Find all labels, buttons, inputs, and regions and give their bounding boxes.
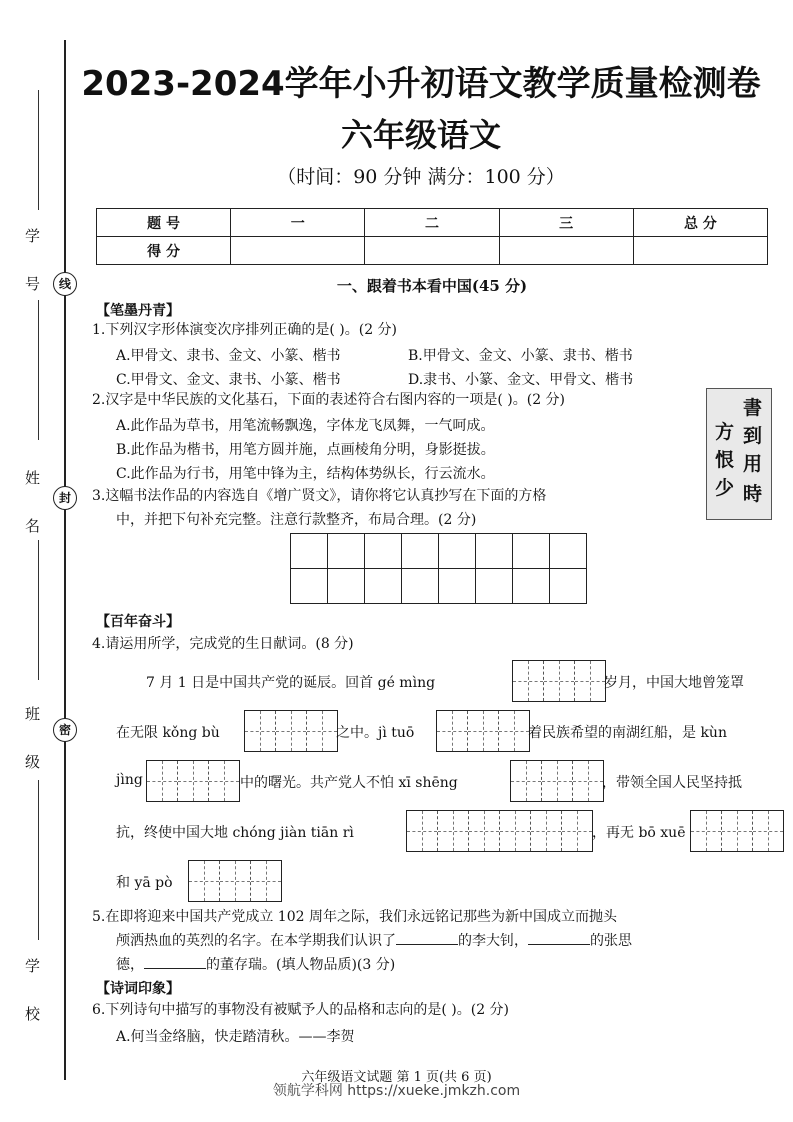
pinyin-answer-box[interactable] <box>510 760 604 802</box>
side-name-label: 姓 名 <box>23 470 41 547</box>
exam-info: （时间：90 分钟 满分：100 分） <box>277 166 565 188</box>
q4-text: 在无限 kǒng bù <box>116 725 220 741</box>
watermark: 领航学科网 https://xueke.jmkzh.com <box>272 1083 521 1099</box>
score-header-cell: 总 分 <box>633 209 767 237</box>
q5-text: 的张思 <box>590 933 632 949</box>
score-header-cell: 题 号 <box>97 209 231 237</box>
side-school-label: 学 校 <box>23 958 41 1035</box>
exam-title: 2023-2024学年小升初语文教学质量检测卷 <box>81 64 761 104</box>
side-rule <box>38 540 39 680</box>
q4-text: 中的曙光。共产党人不怕 xī shēng <box>240 775 458 791</box>
score-cell[interactable] <box>231 237 365 265</box>
part-heading-bainian: 【百年奋斗】 <box>96 614 180 630</box>
side-rule <box>38 90 39 210</box>
q5-text: 的李大钊， <box>458 933 528 949</box>
q5-blank[interactable] <box>144 954 206 969</box>
question-1: 1.下列汉字形体演变次序排列正确的是( )。(2 分) <box>92 322 398 338</box>
side-class-label: 班 级 <box>23 706 41 783</box>
score-row-label: 得 分 <box>97 237 231 265</box>
score-cell[interactable] <box>499 237 633 265</box>
q5-blank[interactable] <box>396 930 458 945</box>
calligraphy-image <box>706 388 772 520</box>
question-5-line1: 5.在即将迎来中国共产党成立 102 周年之际，我们永远铭记那些为新中国成立而抛头 <box>92 909 617 925</box>
q1-option-a[interactable]: A.甲骨文、隶书、金文、小篆、楷书 <box>116 348 341 364</box>
question-3-line1: 3.这幅书法作品的内容选自《增广贤文》，请你将它认真抄写在下面的方格 <box>92 488 547 504</box>
q4-text: 抗，终使中国大地 chóng jiàn tiān rì <box>116 825 354 841</box>
part-heading-shici: 【诗词印象】 <box>96 981 180 997</box>
q4-text: ，带领全国人民坚持抵 <box>602 775 742 791</box>
calli-char: 到 <box>743 425 763 447</box>
side-student-id-label: 学 号 <box>23 228 41 305</box>
side-rule <box>38 780 39 940</box>
q1-option-c[interactable]: C.甲骨文、金文、隶书、小篆、楷书 <box>116 372 341 388</box>
calli-char: 時 <box>743 483 763 505</box>
seal-circle-feng: 封 <box>53 486 77 510</box>
section-title: 一、跟着书本看中国(45 分) <box>336 277 528 295</box>
pinyin-answer-box[interactable] <box>188 860 282 902</box>
question-3-line2: 中，并把下句补充完整。注意行款整齐，布局合理。(2 分) <box>116 512 477 528</box>
pinyin-answer-box[interactable] <box>244 710 338 752</box>
side-rule <box>38 300 39 440</box>
score-table <box>96 208 768 265</box>
binding-line <box>64 40 66 1080</box>
q5-blank[interactable] <box>528 930 590 945</box>
q4-text: 岁月，中国大地曾笼罩 <box>604 675 744 691</box>
q5-text: 德， <box>116 957 144 973</box>
calli-char: 少 <box>715 477 735 499</box>
score-cell[interactable] <box>633 237 767 265</box>
exam-subtitle: 六年级语文 <box>340 116 501 154</box>
q5-text: 的董存瑞。(填人物品质)(3 分) <box>206 957 396 973</box>
question-4: 4.请运用所学，完成党的生日献词。(8 分) <box>92 636 354 652</box>
calli-char: 書 <box>743 397 763 419</box>
part-heading-bimo: 【笔墨丹青】 <box>96 303 180 319</box>
seal-circle-mi: 密 <box>53 718 77 742</box>
q5-text: 颅洒热血的英烈的名字。在本学期我们认识了 <box>116 933 396 949</box>
writing-grid[interactable] <box>290 533 587 604</box>
calli-char: 方 <box>715 421 735 443</box>
q4-text: jìng <box>116 772 143 788</box>
q4-text: 之中。jì tuō <box>336 725 415 741</box>
pinyin-answer-box[interactable] <box>436 710 530 752</box>
q2-option-a[interactable]: A.此作品为草书，用笔流畅飘逸，字体龙飞凤舞，一气呵成。 <box>116 418 495 434</box>
q2-option-c[interactable]: C.此作品为行书，用笔中锋为主，结构体势纵长，行云流水。 <box>116 466 495 482</box>
score-table-header-row <box>97 209 768 237</box>
q6-option-a[interactable]: A.何当金络脑，快走踏清秋。——李贺 <box>116 1029 355 1045</box>
seal-circle-xian: 线 <box>53 272 77 296</box>
score-table-score-row <box>97 237 768 265</box>
score-cell[interactable] <box>365 237 499 265</box>
q4-text: 7 月 1 日是中国共产党的诞辰。回首 gé mìng <box>146 675 436 691</box>
calli-char: 恨 <box>715 449 735 471</box>
calli-char: 用 <box>743 453 763 475</box>
question-5-line2 <box>116 929 632 953</box>
score-header-cell: 三 <box>499 209 633 237</box>
q1-option-d[interactable]: D.隶书、小篆、金文、甲骨文、楷书 <box>408 372 634 388</box>
q4-text: 和 yā pò <box>116 875 173 891</box>
question-5-line3 <box>116 953 395 977</box>
pinyin-answer-box[interactable] <box>512 660 606 702</box>
pinyin-answer-box[interactable] <box>406 810 593 852</box>
question-6: 6.下列诗句中描写的事物没有被赋予人的品格和志向的是( )。(2 分) <box>92 1002 510 1018</box>
question-2: 2.汉字是中华民族的文化基石，下面的表述符合右图内容的一项是( )。(2 分) <box>92 392 566 408</box>
q4-text: ，再无 bō xuē <box>592 825 686 841</box>
pinyin-answer-box[interactable] <box>146 760 240 802</box>
q2-option-b[interactable]: B.此作品为楷书，用笔方圆并施，点画棱角分明，身影挺拔。 <box>116 442 495 458</box>
q4-text: 着民族希望的南湖红船，是 kùn <box>528 725 727 741</box>
pinyin-answer-box[interactable] <box>690 810 784 852</box>
score-header-cell: 二 <box>365 209 499 237</box>
q1-option-b[interactable]: B.甲骨文、金文、小篆、隶书、楷书 <box>408 348 633 364</box>
page-footer: 六年级语文试题 第 1 页(共 6 页) <box>301 1070 492 1085</box>
score-header-cell: 一 <box>231 209 365 237</box>
